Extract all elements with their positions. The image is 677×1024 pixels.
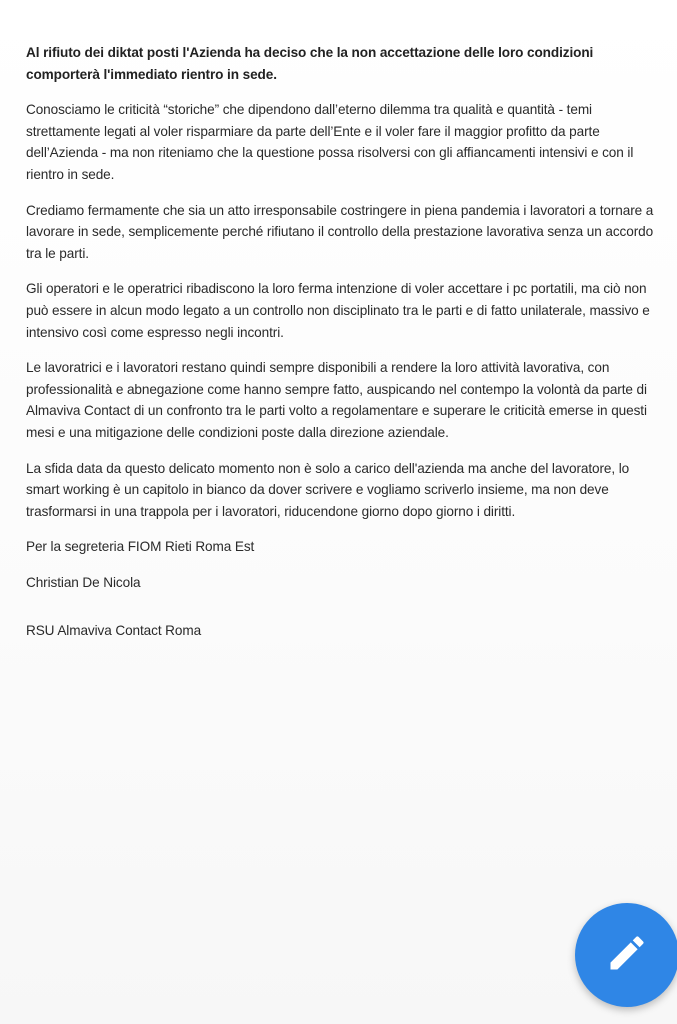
paragraph-5: La sfida data da questo delicato momento non è solo a carico dell'azienda ma anche del lavoratore, lo smart working è un capitolo in bianco da dover scrivere e vogliamo scriverlo insieme, ma non deve trasformarsi in una trappola per i lavoratori, riducendone giorno dopo giorno i diritti. [26,460,630,519]
lead-paragraph: Al rifiuto dei diktat posti l'Azienda ha deciso che la non accettazione delle loro condizioni comporterà l'immediato rientro in sede. [26,45,594,82]
pencil-icon [605,931,649,980]
paragraph-2: Crediamo fermamente che sia un atto irresponsabile costringere in piena pandemia i lavoratori a tornare a lavorare in sede, semplicemente perché rifiutano il controllo della prestazione lavorativa senza un accordo tra le parti. [26,202,654,261]
paragraph-1: Conosciamo le criticità “storiche” che dipendono dall’eterno dilemma tra qualità e quantità - temi strettamente legati al voler risparmiare da parte dell’Ente e il voler fare il maggior profitto da parte dell’Azienda - ma non riteniamo che la questione possa risolversi con gli affiancamenti intensivi e con il rientro in sede. [26,102,634,182]
paragraph-3: Gli operatori e le operatrici ribadiscono la loro ferma intenzione di voler accettare i pc portatili, ma ciò non può essere in alcun modo legato a un controllo non disciplinato tra le parti e di fatto unilaterale, massivo e intensivo così come espresso negli incontri. [26,281,650,340]
paragraph-4: Le lavoratrici e i lavoratori restano quindi sempre disponibili a rendere la loro attività lavorativa, con professionalità e abnegazione come hanno sempre fatto, auspicando nel contempo la volontà da parte di Almaviva Contact di un confronto tra le parti volto a regolamentare e superare le criticità emerse in questi mesi e una mitigazione delle condizioni poste dalla direzione aziendale. [26,360,647,440]
document-body [26,42,656,656]
signature-rsu: RSU Almaviva Contact Roma [26,623,202,639]
edit-button[interactable] [575,903,677,1007]
signature-secretariat: Per la segreteria FIOM Rieti Roma Est [26,539,255,555]
signature-name: Christian De Nicola [26,574,141,590]
